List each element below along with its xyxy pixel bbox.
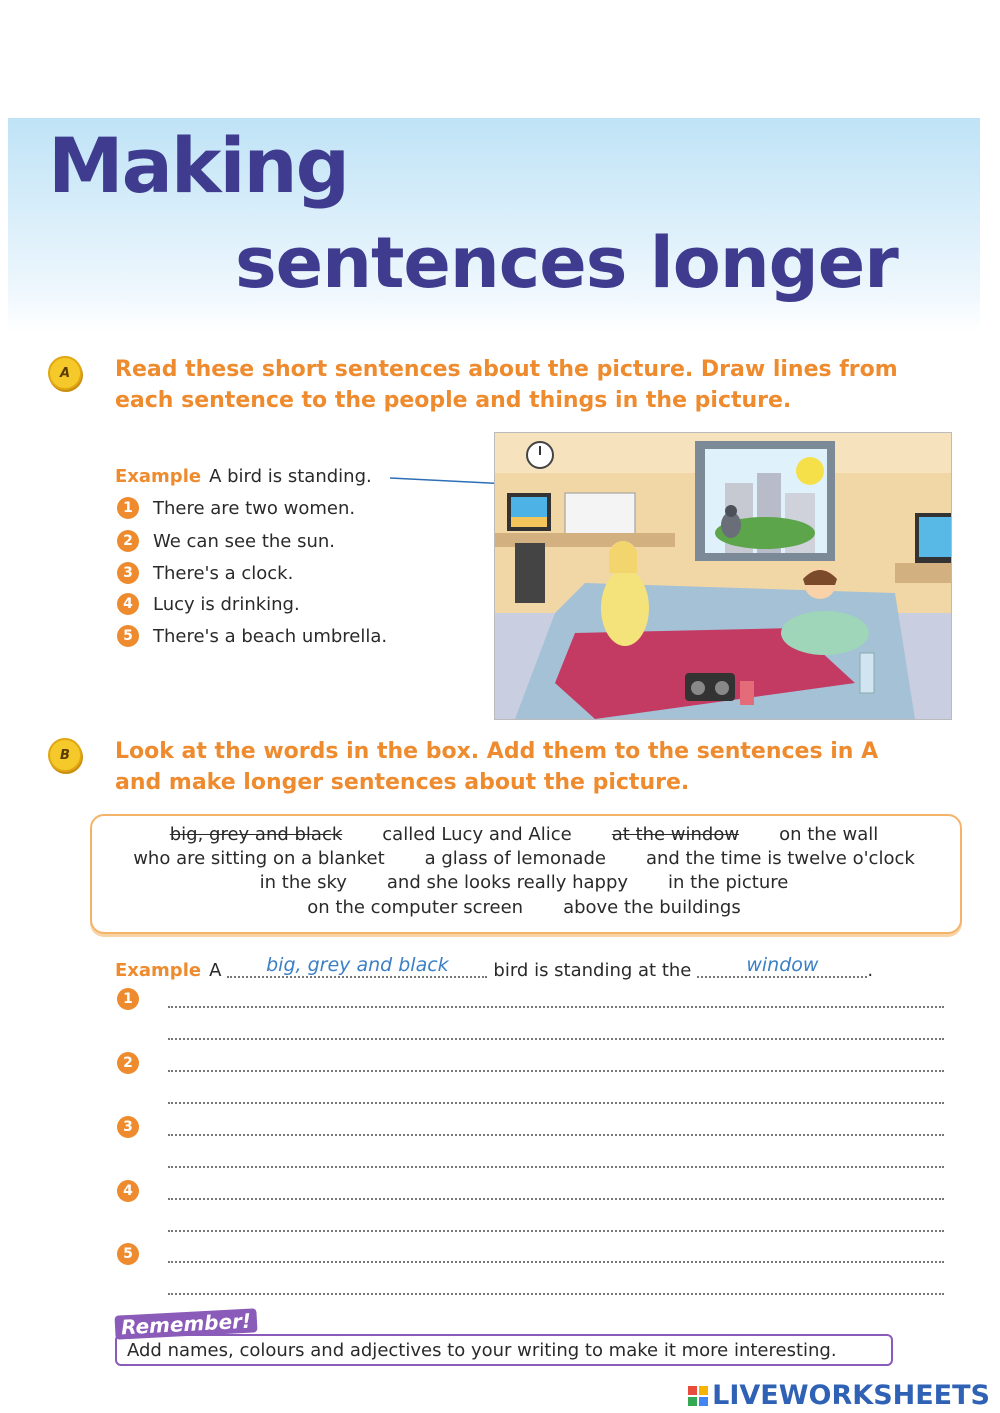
item-number: 5	[117, 625, 139, 647]
example-prefix: A	[209, 959, 222, 981]
item-text: There's a clock.	[153, 562, 294, 584]
word-option: above the buildings	[563, 897, 741, 918]
item-number: 2	[117, 530, 139, 552]
word-box-row	[90, 824, 958, 845]
word-option: a glass of lemonade	[424, 848, 606, 869]
answer-line[interactable]	[168, 1166, 944, 1168]
section-a-example	[115, 466, 372, 487]
page-title-line2: sentences longer	[235, 222, 898, 304]
remember-text: Add names, colours and adjectives to your writing to make it more interesting.	[127, 1339, 837, 1361]
sentence-item	[117, 625, 387, 647]
word-option: called Lucy and Alice	[382, 824, 572, 845]
section-b-badge: B	[48, 738, 82, 772]
instruction-line: and make longer sentences about the picture.	[115, 770, 690, 795]
answer-line[interactable]	[168, 1198, 944, 1200]
answer-number: 5	[117, 1243, 139, 1265]
example-answer-1: big, grey and black	[266, 954, 449, 976]
example-middle: bird is standing at the	[493, 959, 692, 981]
answer-line[interactable]	[168, 1134, 944, 1136]
logo-text: LIVEWORKSHEETS	[712, 1380, 990, 1411]
page-title-line1: Making	[48, 121, 349, 210]
example-answer-2: window	[746, 954, 819, 976]
answer-line[interactable]	[168, 1293, 944, 1295]
remember-box	[115, 1334, 893, 1366]
example-answer-field[interactable]	[227, 954, 487, 978]
answer-line[interactable]	[168, 1230, 944, 1232]
section-a-instruction	[115, 354, 898, 416]
answer-number: 3	[117, 1116, 139, 1138]
word-option: and the time is twelve o'clock	[645, 848, 915, 869]
sentence-item	[117, 593, 300, 615]
answer-line[interactable]	[168, 1006, 944, 1008]
word-option: who are sitting on a blanket	[133, 848, 385, 869]
word-box-row	[90, 848, 958, 869]
word-option: at the window	[611, 824, 740, 845]
word-box-row	[90, 872, 958, 893]
answer-line[interactable]	[168, 1261, 944, 1263]
word-option: and she looks really happy	[386, 872, 629, 893]
section-b-instruction	[115, 736, 878, 798]
logo-icon	[688, 1386, 708, 1406]
item-text: We can see the sun.	[153, 530, 336, 552]
answer-line[interactable]	[168, 1038, 944, 1040]
example-label: Example	[115, 959, 202, 981]
answer-number: 2	[117, 1052, 139, 1074]
scene-illustration	[494, 432, 952, 720]
sentence-period: .	[867, 959, 874, 981]
example-label: Example	[115, 466, 202, 487]
item-number: 4	[117, 593, 139, 615]
answer-number: 1	[117, 988, 139, 1010]
instruction-line: each sentence to the people and things in the picture.	[115, 388, 792, 413]
sentence-item	[117, 562, 293, 584]
word-option: on the wall	[779, 824, 879, 845]
section-b-example	[115, 954, 955, 982]
answer-number: 4	[117, 1180, 139, 1202]
item-number: 1	[117, 497, 139, 519]
word-box-row	[90, 897, 958, 918]
remember-tag: Remember!	[114, 1308, 257, 1339]
item-text: Lucy is drinking.	[153, 593, 300, 615]
section-a-badge: A	[48, 356, 82, 390]
word-option: in the picture	[668, 872, 789, 893]
answer-line[interactable]	[168, 1070, 944, 1072]
liveworksheets-logo[interactable]	[688, 1380, 990, 1411]
item-text: There are two women.	[153, 497, 356, 519]
word-option: big, grey and black	[169, 824, 343, 845]
example-sentence: A bird is standing.	[209, 466, 372, 487]
word-option: on the computer screen	[307, 897, 524, 918]
answer-line[interactable]	[168, 1102, 944, 1104]
item-number: 3	[117, 562, 139, 584]
word-option: in the sky	[259, 872, 347, 893]
sentence-item	[117, 497, 355, 519]
example-answer-field[interactable]	[697, 954, 867, 978]
item-text: There's a beach umbrella.	[153, 625, 388, 647]
instruction-line: Look at the words in the box. Add them to the sentences in A	[115, 739, 879, 764]
sentence-item	[117, 530, 335, 552]
instruction-line: Read these short sentences about the picture. Draw lines from	[115, 357, 898, 382]
